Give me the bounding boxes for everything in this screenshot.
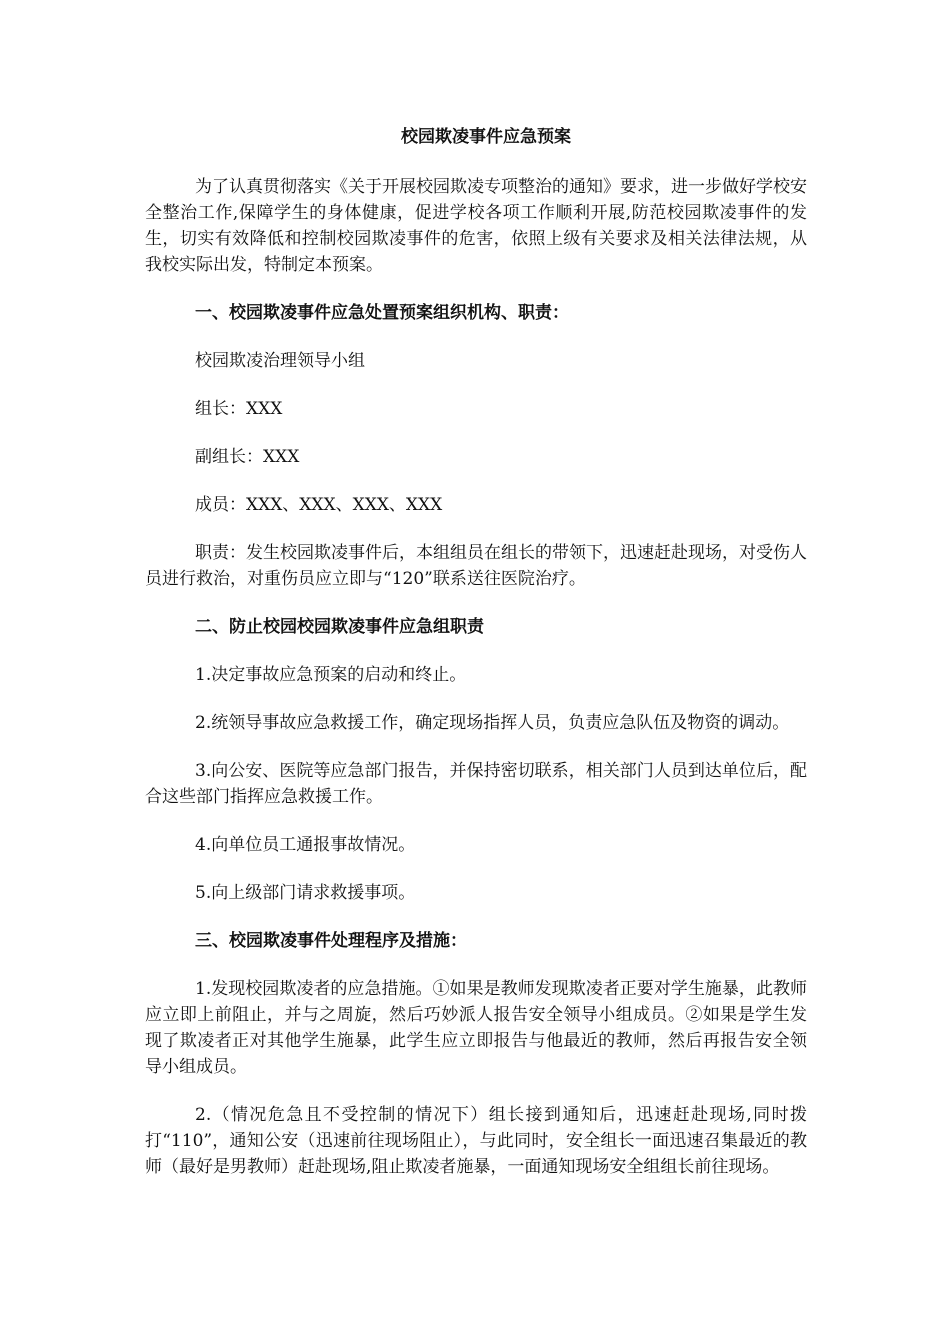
document-title: 校园欺凌事件应急预案 (401, 127, 571, 147)
group-name: 校园欺凌治理领导小组 (195, 351, 365, 371)
procedure-item-1: 1.发现校园欺凌者的应急措施。①如果是教师发现欺凌者正要对学生施暴，此教师应立即上前阻止，并与之周旋，然后巧妙派人报告安全领导小组成员。②如果是学生发现了欺凌者正对其他学生施暴，此学生应立即报告与他最近的教师，然后再报告安全领导小组成员。 (145, 979, 807, 1077)
document-page (145, 124, 807, 1202)
intro-paragraph: 为了认真贯彻落实《关于开展校园欺凌专项整治的通知》要求，进一步做好学校安全整治工作,保障学生的身体健康，促进学校各项工作顺利开展,防范校园欺凌事件的发生，切实有效降低和控制校园欺凌事件的危害，依照上级有关要求及相关法律法规，从我校实际出发，特制定本预案。 (145, 177, 807, 275)
section-heading-3: 三、校园欺凌事件处理程序及措施： (195, 931, 467, 951)
group-deputy-leader: 副组长：XXX (195, 447, 300, 467)
duty-item-1: 1.决定事故应急预案的启动和终止。 (195, 665, 467, 685)
duty-item-3: 3.向公安、医院等应急部门报告，并保持密切联系，相关部门人员到达单位后，配合这些部门指挥应急救援工作。 (145, 761, 807, 807)
duty-item-5: 5.向上级部门请求救援事项。 (195, 883, 416, 903)
group-leader: 组长：XXX (195, 399, 283, 419)
group-members: 成员：XXX、XXX、XXX、XXX (195, 495, 443, 515)
group-duties: 职责：发生校园欺凌事件后，本组组员在组长的带领下，迅速赶赴现场，对受伤人员进行救治，对重伤员应立即与“120”联系送往医院治疗。 (145, 543, 807, 589)
section-heading-2: 二、防止校园校园欺凌事件应急组职责 (195, 617, 484, 637)
procedure-item-2: 2.（情况危急且不受控制的情况下）组长接到通知后，迅速赶赴现场,同时拨打“110”，通知公安（迅速前往现场阻止），与此同时，安全组长一面迅速召集最近的教师（最好是男教师）赶赴现场,阻止欺凌者施暴，一面通知现场安全组组长前往现场。 (145, 1105, 807, 1177)
duty-item-4: 4.向单位员工通报事故情况。 (195, 835, 416, 855)
section-heading-1: 一、校园欺凌事件应急处置预案组织机构、职责： (195, 303, 569, 323)
duty-item-2: 2.统领导事故应急救援工作，确定现场指挥人员，负责应急队伍及物资的调动。 (195, 713, 790, 733)
